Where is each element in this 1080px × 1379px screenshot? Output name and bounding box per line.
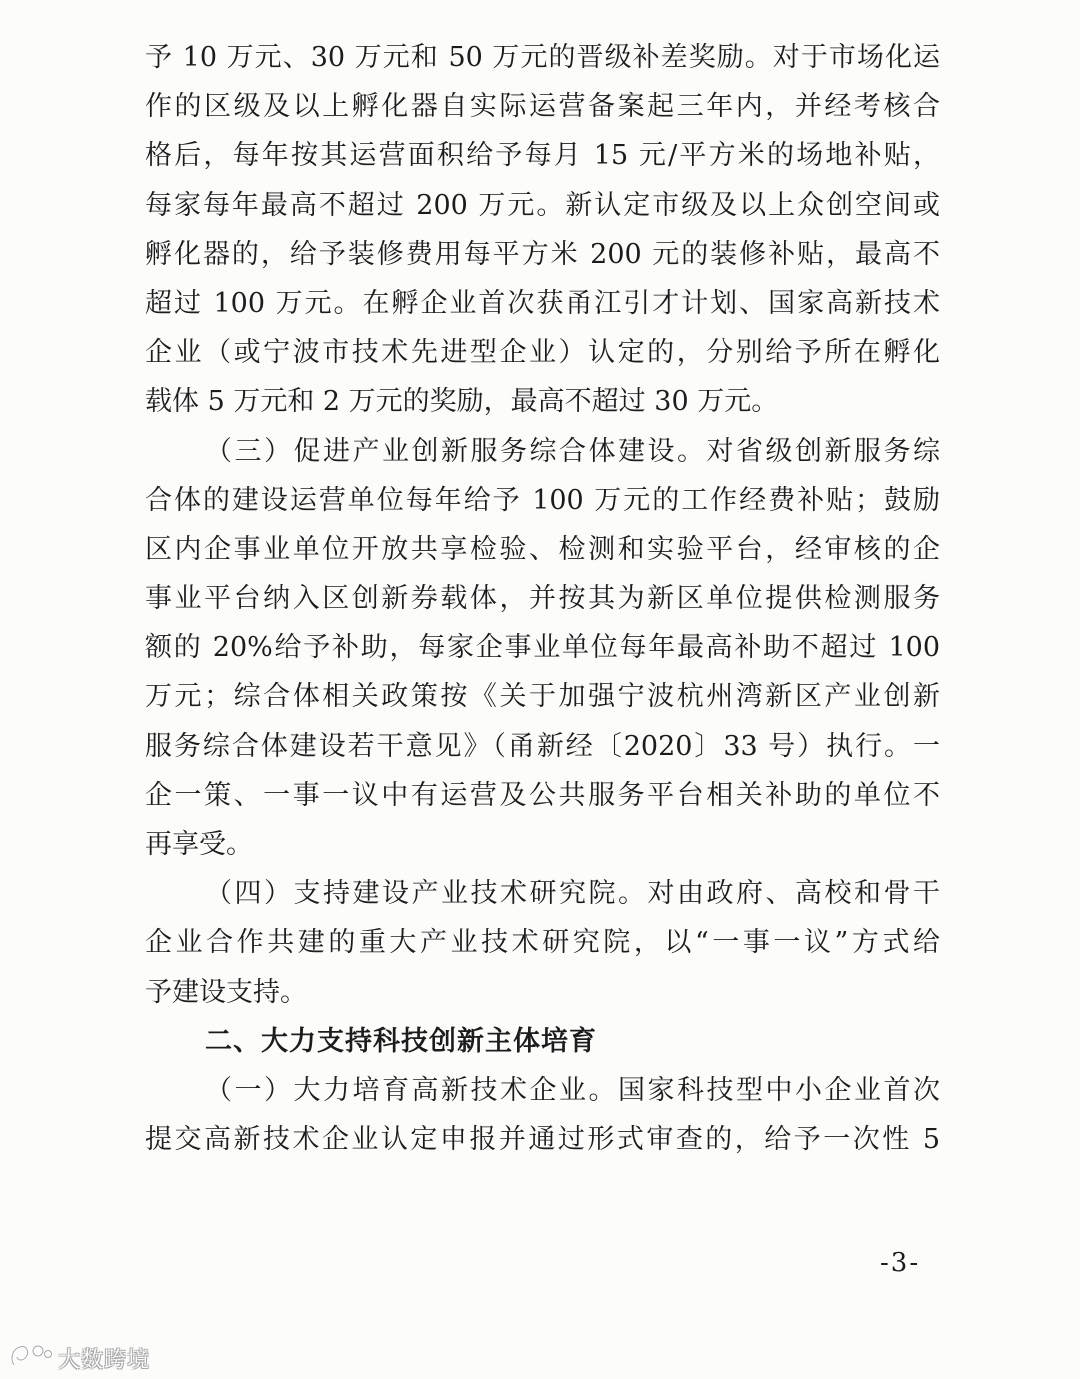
text-line: 合体的建设运营单位每年给予 100 万元的工作经费补贴；鼓励 [145,484,940,516]
watermark [8,1342,150,1374]
text-line: 事业平台纳入区创新券载体，并按其为新区单位提供检测服务 [145,583,940,615]
text-line: 万元；综合体相关政策按《关于加强宁波杭州湾新区产业创新 [145,681,940,713]
text-line: 超过 100 万元。在孵企业首次获甬江引才计划、国家高新技术 [145,287,940,319]
text-line: 予 10 万元、30 万元和 50 万元的晋级补差奖励。对于市场化运 [145,42,940,73]
brand-logo-icon [8,1341,54,1375]
text-line: 孵化器的，给予装修费用每平方米 200 元的装修补贴，最高不 [145,238,940,270]
section-heading: 二、大力支持科技创新主体培育 [205,1025,597,1057]
text-line: 作的区级及以上孵化器自实际运营备案起三年内，并经考核合 [145,91,940,123]
text-line: （三）促进产业创新服务综合体建设。对省级创新服务综 [205,435,940,467]
text-line: 额的 20%给予补助，每家企事业单位每年最高补助不超过 100 [145,632,940,664]
paragraph [145,33,940,427]
text-line: 格后，每年按其运营面积给予每月 15 元/平方米的场地补贴， [145,140,940,172]
text-line: 区内企事业单位开放共享检验、检测和实验平台，经审核的企 [145,533,940,565]
text-line: 企业（或宁波市技术先进型企业）认定的，分别给予所在孵化 [145,337,940,369]
text-line: 提交高新技术企业认定申报并通过形式审查的，给予一次性 5 [145,1124,940,1156]
page-number: -3- [880,1248,921,1278]
text-line: 予建设支持。 [145,976,307,1008]
text-line: 服务综合体建设若干意见》（甬新经〔2020〕33 号）执行。一 [145,730,940,762]
text-line: 企一策、一事一议中有运营及公共服务平台相关补助的单位不 [145,779,940,811]
text-line: 载体 5 万元和 2 万元的奖励，最高不超过 30 万元。 [145,386,779,418]
document-body [145,33,940,1164]
paragraph [145,869,940,1017]
text-line: （一）大力培育高新技术企业。国家科技型中小企业首次 [205,1074,940,1106]
paragraph [145,1066,940,1164]
watermark-text: 大数跨境 [58,1347,151,1373]
text-line: 再享受。 [145,829,253,860]
text-line: （四）支持建设产业技术研究院。对由政府、高校和骨干 [205,878,940,910]
text-line: 每家每年最高不超过 200 万元。新认定市级及以上众创空间或 [145,189,940,221]
paragraph [145,427,940,870]
text-line: 企业合作共建的重大产业技术研究院，以“一事一议”方式给 [145,927,940,959]
